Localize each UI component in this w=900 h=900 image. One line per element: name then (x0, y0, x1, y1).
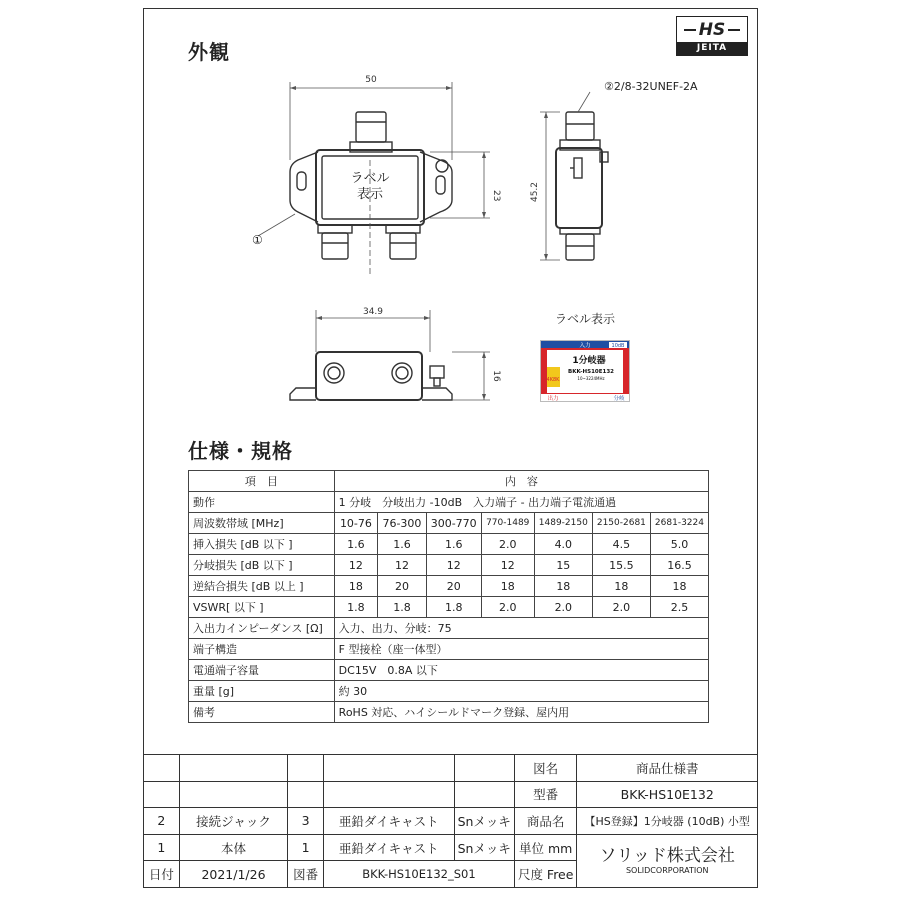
part-no: 1 (144, 834, 180, 861)
front-bottom-connector-left (322, 233, 348, 259)
specs-heading: 仕様・規格 (188, 439, 293, 463)
bottom-body (316, 352, 422, 400)
spec-cell: 15 (534, 555, 592, 576)
spec-label: 挿入損失 [dB 以下 ] (189, 534, 335, 555)
tb-product-label: 商品名 (514, 808, 577, 835)
spec-cell: 16.5 (650, 555, 708, 576)
spec-row-current (189, 660, 709, 681)
spec-value: F 型接栓（座一体型） (334, 639, 708, 660)
spec-cell: 1489-2150 (534, 513, 592, 534)
spec-cell: 76-300 (378, 513, 427, 534)
spec-cell: 1.8 (378, 597, 427, 618)
connector-note: ②2/8-32UNEF-2A (604, 80, 698, 93)
front-left-flange (290, 152, 318, 222)
part-material: 亜鉛ダイキャスト (323, 808, 454, 835)
spec-label: 電通端子容量 (189, 660, 335, 681)
spec-row-reverse-coupling (189, 576, 709, 597)
spec-cell: 2.0 (592, 597, 650, 618)
tb-unit-label: 単位 mm (514, 834, 577, 861)
jeita-mark: JEITA (677, 42, 747, 55)
part-no: 2 (144, 808, 180, 835)
label-text-line2: 表示 (356, 187, 384, 202)
spec-cell: 12 (334, 555, 378, 576)
label-sticker-output: 出力 (547, 396, 559, 401)
spec-cell: 15.5 (592, 555, 650, 576)
label-sticker (540, 340, 630, 402)
ref-1: ① (252, 233, 263, 247)
spec-cell: 300-770 (426, 513, 481, 534)
dim-height-front: 23 (491, 190, 501, 202)
spec-label: 入出力インピーダンス [Ω] (189, 618, 335, 639)
part-material: 亜鉛ダイキャスト (323, 834, 454, 861)
part-finish: Snメッキ (454, 834, 514, 861)
spec-row-freq-band (189, 513, 709, 534)
tb-model-label: 型番 (514, 781, 577, 808)
part-qty: 1 (288, 834, 324, 861)
spec-row-insertion-loss (189, 534, 709, 555)
spec-cell: 2150-2681 (592, 513, 650, 534)
spec-cell: 18 (534, 576, 592, 597)
spec-header-content: 内 容 (334, 471, 708, 492)
spec-cell: 2.0 (534, 597, 592, 618)
part-name: 本体 (179, 834, 287, 861)
tb-row-part-2 (144, 808, 758, 835)
label-display-caption: ラベル表示 (554, 312, 616, 326)
spec-cell: 2681-3224 (650, 513, 708, 534)
label-sticker-branch: 分岐 (613, 396, 625, 401)
label-text-line1: ラベル (350, 171, 390, 186)
technical-drawing (0, 0, 900, 430)
tb-date-value: 2021/1/26 (179, 861, 287, 888)
spec-value: DC15V 0.8A 以下 (334, 660, 708, 681)
label-sticker-product: 1分岐器 (572, 356, 606, 366)
dim-width-bottom: 34.9 (362, 307, 384, 317)
spec-value: 1 分岐 分岐出力 -10dB 入力端子 - 出力端子電流通過 (334, 492, 708, 513)
spec-cell: 2.5 (650, 597, 708, 618)
side-body (556, 148, 602, 228)
dim-height-side: 45.2 (530, 181, 540, 203)
tb-row-zumei (144, 755, 758, 782)
label-sticker-art (541, 341, 629, 401)
part-finish: Snメッキ (454, 808, 514, 835)
spec-cell: 4.0 (534, 534, 592, 555)
spec-label: 端子構造 (189, 639, 335, 660)
spec-label: 重量 [g] (189, 681, 335, 702)
spec-cell: 10-76 (334, 513, 378, 534)
front-top-connector (356, 112, 386, 142)
tb-drawing-no-value: BKK-HS10E132_S01 (323, 861, 514, 888)
part-qty: 3 (288, 808, 324, 835)
spec-label: 逆結合損失 [dB 以上 ] (189, 576, 335, 597)
spec-cell: 20 (426, 576, 481, 597)
part-name: 接続ジャック (179, 808, 287, 835)
spec-cell: 1.8 (334, 597, 378, 618)
spec-value: RoHS 対応、ハイシールドマーク登録、屋内用 (334, 702, 708, 723)
tb-scale-label: 尺度 Free (514, 861, 577, 888)
spec-header-item: 項 目 (189, 471, 335, 492)
spec-value: 約 30 (334, 681, 708, 702)
dim-height-bottom: 16 (491, 370, 501, 382)
tb-row-part-1 (144, 834, 758, 861)
label-sticker-loss: 10dB (611, 343, 625, 349)
spec-row-remarks (189, 702, 709, 723)
spec-cell: 1.8 (426, 597, 481, 618)
tb-row-model (144, 781, 758, 808)
spec-cell: 2.0 (481, 534, 534, 555)
spec-cell: 770-1489 (481, 513, 534, 534)
spec-cell: 18 (334, 576, 378, 597)
tb-zumei-value: 商品仕様書 (577, 755, 758, 782)
tb-product-value: 【HS登録】1分岐器 (10dB) 小型 (577, 808, 758, 835)
spec-label: 備考 (189, 702, 335, 723)
tb-zumei-label: 図名 (514, 755, 577, 782)
spec-cell: 18 (592, 576, 650, 597)
spec-cell: 18 (481, 576, 534, 597)
spec-cell: 4.5 (592, 534, 650, 555)
spec-row-weight (189, 681, 709, 702)
spec-cell: 12 (426, 555, 481, 576)
label-sticker-side: 4K8K (546, 377, 560, 383)
tb-date-label: 日付 (144, 861, 180, 888)
hs-mark: HS (677, 17, 747, 43)
title-block (143, 754, 758, 888)
spec-label: 周波数帯域 [MHz] (189, 513, 335, 534)
side-top-connector (566, 112, 594, 140)
spec-cell: 5.0 (650, 534, 708, 555)
spec-table (188, 470, 709, 723)
spec-label: VSWR[ 以下 ] (189, 597, 335, 618)
label-sticker-input: 入力 (579, 343, 591, 349)
spec-row-impedance (189, 618, 709, 639)
tb-company-cell (577, 834, 758, 887)
spec-cell: 20 (378, 576, 427, 597)
spec-cell: 2.0 (481, 597, 534, 618)
company-name-en: SOLIDCORPORATION (625, 865, 709, 875)
spec-value: 入力、出力、分岐：75 (334, 618, 708, 639)
spec-row-operation (189, 492, 709, 513)
spec-cell: 18 (650, 576, 708, 597)
tb-model-value: BKK-HS10E132 (577, 781, 758, 808)
spec-cell: 1.6 (378, 534, 427, 555)
tb-drawing-no-label: 図番 (288, 861, 324, 888)
exterior-heading: 外観 (188, 40, 230, 64)
spec-row-vswr (189, 597, 709, 618)
front-bottom-connector-right (390, 233, 416, 259)
spec-header-row (189, 471, 709, 492)
dim-width: 50 (365, 75, 377, 85)
spec-cell: 1.6 (426, 534, 481, 555)
spec-label: 動作 (189, 492, 335, 513)
company-name: ソリッド株式会社 (599, 845, 735, 866)
spec-cell: 12 (378, 555, 427, 576)
spec-cell: 12 (481, 555, 534, 576)
label-sticker-model: BKK-HS10E132 (568, 369, 614, 375)
spec-row-terminal (189, 639, 709, 660)
spec-row-branch-loss (189, 555, 709, 576)
spec-label: 分岐損失 [dB 以下 ] (189, 555, 335, 576)
side-bottom-connector (566, 234, 594, 260)
spec-cell: 1.6 (334, 534, 378, 555)
label-sticker-freq: 10~3224MHz (577, 376, 605, 381)
